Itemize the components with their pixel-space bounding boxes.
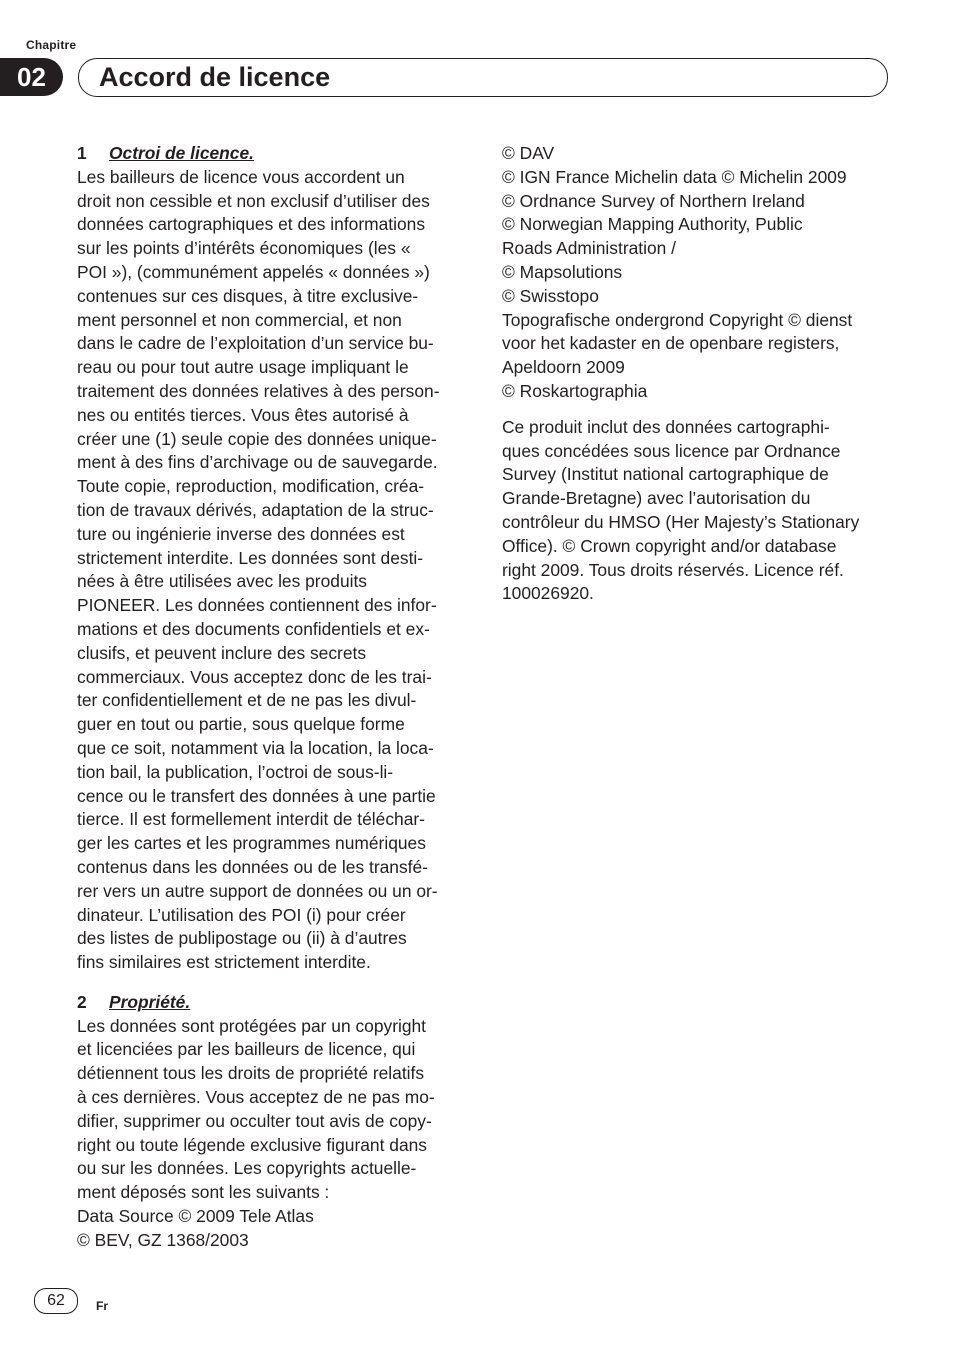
text-line: dans le cadre de l’exploitation d’un service bu- (77, 333, 434, 354)
section-heading (77, 991, 465, 1015)
text-line: Topografische ondergrond Copyright © dienst (502, 309, 853, 330)
text-line: right ou toute légende exclusive figurant dans (77, 1134, 427, 1155)
text-line: fins similaires est strictement interdite. (77, 952, 371, 973)
section-number: 1 (77, 143, 87, 163)
text-line: créer une (1) seule copie des données unique- (77, 428, 437, 449)
text-line: © DAV (502, 143, 555, 163)
text-line: reau ou pour tout autre usage impliquant le (77, 357, 409, 378)
text-line: Les bailleurs de licence vous accordent un (77, 166, 405, 187)
text-line: Ce produit inclut des données cartographi- (502, 416, 830, 437)
text-line: 100026920. (502, 583, 594, 604)
section-number: 2 (77, 991, 87, 1012)
text-line: Data Source © 2009 Tele Atlas (77, 1206, 314, 1227)
text-line: strictement interdite. Les données sont desti- (77, 547, 424, 568)
text-line: et licenciées par les bailleurs de licence, qui (77, 1039, 416, 1060)
text-line: right 2009. Tous droits réservés. Licence réf. (502, 559, 844, 580)
text-line: à ces dernières. Vous acceptez de ne pas mo- (77, 1087, 435, 1108)
text-line: © Ordnance Survey of Northern Ireland (502, 190, 805, 211)
section-title: Octroi de licence. (109, 143, 254, 163)
left-column (77, 142, 465, 1269)
section-body (77, 166, 465, 975)
ordnance-survey-notice (502, 416, 897, 606)
section-heading (77, 142, 465, 166)
text-line: rer vers un autre support de données ou un or- (77, 880, 438, 901)
text-line: contenus dans les données ou de les transfé- (77, 856, 428, 877)
text-line: contenues sur ces disques, à titre exclusive- (77, 285, 419, 306)
text-line: tion de travaux dérivés, adaptation de la struc- (77, 499, 434, 520)
text-line: nées à être utilisées avec les produits (77, 571, 368, 592)
text-line: clusifs, et peuvent inclure des secrets (77, 642, 367, 663)
section-body (77, 1015, 465, 1253)
text-line: ger les cartes et les programmes numériques (77, 833, 426, 854)
text-line: des listes de publipostage ou (ii) à d’autres (77, 928, 407, 949)
text-line: sur les points d’intérêts économiques (les « (77, 238, 411, 259)
page-number: 62 (34, 1288, 78, 1314)
text-line: ter confidentiellement et de ne pas les divul- (77, 690, 417, 711)
text-line: droit non cessible et non exclusif d’utiliser des (77, 190, 430, 211)
text-line: contrôleur du HMSO (Her Majesty’s Stationary (502, 511, 860, 532)
text-line: détiennent tous les droits de propriété relatifs (77, 1063, 425, 1084)
text-line: © IGN France Michelin data © Michelin 2009 (502, 166, 847, 187)
language-code: Fr (96, 1299, 108, 1313)
text-line: Grande-Bretagne) avec l’autorisation du (502, 488, 811, 509)
section-title: Propriété. (109, 991, 191, 1012)
text-line: dinateur. L’utilisation des POI (i) pour créer (77, 904, 406, 925)
title-frame (78, 58, 888, 97)
page-title: Accord de licence (99, 62, 331, 92)
text-line: ture ou ingénierie inverse des données est (77, 523, 405, 544)
text-line: © BEV, GZ 1368/2003 (77, 1229, 249, 1250)
text-line: Survey (Institut national cartographique de (502, 464, 829, 485)
copyright-list (502, 142, 897, 404)
section-license-grant (77, 142, 465, 975)
text-line: données cartographiques et des informations (77, 214, 426, 235)
text-line: Roads Administration / (502, 238, 676, 259)
text-line: difier, supprimer ou occulter tout avis de copy- (77, 1110, 432, 1131)
text-line: Toute copie, reproduction, modification, créa- (77, 476, 425, 497)
text-line: guer en tout ou partie, sous quelque forme (77, 714, 405, 735)
text-line: traitement des données relatives à des person- (77, 380, 440, 401)
text-line: ment déposés sont les suivants : (77, 1182, 330, 1203)
text-line: Les données sont protégées par un copyright (77, 1015, 427, 1036)
chapter-number-badge: 02 (0, 58, 63, 96)
text-line: PIONEER. Les données contiennent des infor- (77, 595, 437, 616)
text-line: Apeldoorn 2009 (502, 357, 625, 378)
text-line: tion bail, la publication, l’octroi de sous-li- (77, 761, 394, 782)
text-line: cence ou le transfert des données à une partie (77, 785, 436, 806)
text-line: tierce. Il est formellement interdit de téléchar- (77, 809, 425, 830)
text-line: nes ou entités tierces. Vous êtes autorisé à (77, 404, 409, 425)
text-line: Office). © Crown copyright and/or database (502, 535, 837, 556)
text-line: voor het kadaster en de openbare registers, (502, 333, 840, 354)
right-column (502, 142, 897, 606)
text-line: ment personnel et non commercial, et non (77, 309, 402, 330)
text-line: ques concédées sous licence par Ordnance (502, 440, 841, 461)
text-line: ment à des fins d’archivage ou de sauvegarde. (77, 452, 438, 473)
text-line: que ce soit, notamment via la location, la loca- (77, 737, 434, 758)
text-line: ou sur les données. Les copyrights actuelle- (77, 1158, 417, 1179)
text-line: © Norwegian Mapping Authority, Public (502, 214, 803, 235)
text-line: mations et des documents confidentiels et ex- (77, 618, 430, 639)
text-line: © Swisstopo (502, 285, 599, 306)
chapter-label: Chapitre (26, 38, 77, 52)
text-line: POI »), (communément appelés « données ») (77, 261, 430, 282)
section-ownership (77, 991, 465, 1253)
text-line: © Mapsolutions (502, 261, 623, 282)
text-line: commerciaux. Vous acceptez donc de les trai- (77, 666, 432, 687)
text-line: © Roskartographia (502, 380, 648, 401)
